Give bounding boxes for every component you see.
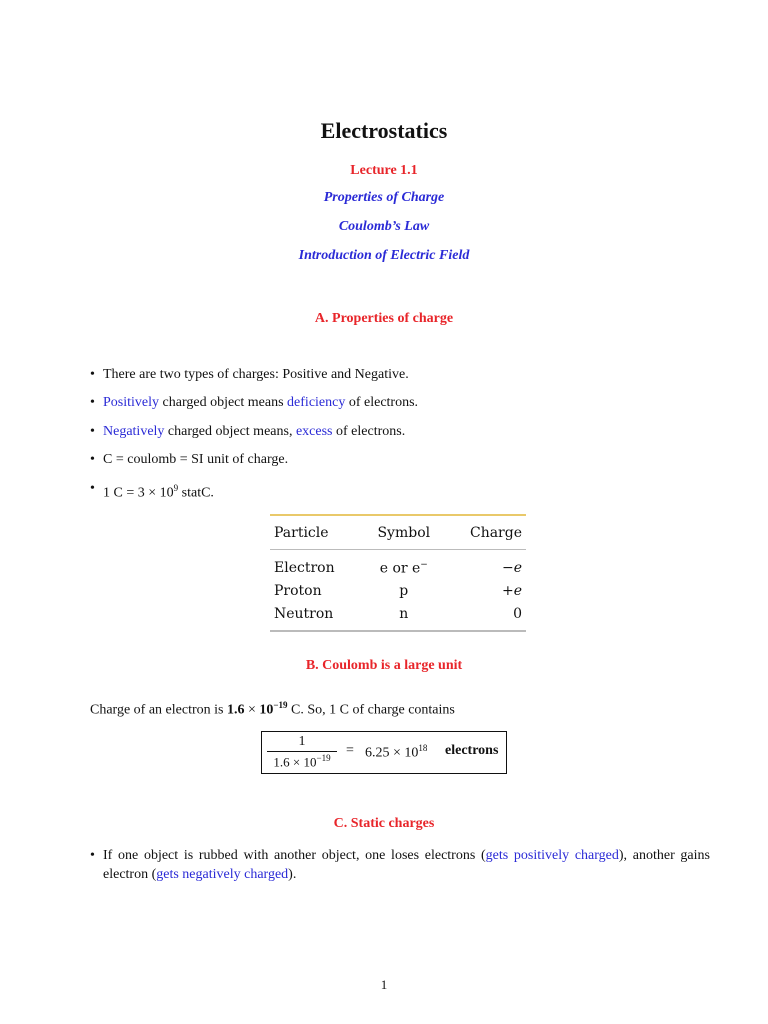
bullet-dot: •	[90, 395, 95, 410]
topic-1: Properties of Charge	[323, 190, 445, 205]
highlighted-term: gets negatively charged	[156, 867, 289, 882]
equals-sign: =	[346, 743, 354, 758]
cell-charge: +e	[501, 583, 522, 599]
cell-particle: Electron	[274, 560, 335, 576]
topic-3: Introduction of Electric Field	[298, 248, 470, 263]
table-row	[270, 550, 526, 581]
bullet-dot: •	[90, 452, 95, 467]
highlighted-term: Positively	[103, 395, 160, 410]
bullet-text	[103, 422, 710, 441]
section-a-heading: A. Properties of charge	[314, 311, 454, 326]
fraction	[267, 734, 337, 770]
bullet-text	[103, 393, 710, 412]
cell-charge: −e	[501, 560, 522, 576]
text-run: There are two types of charges: Positive and Negative.	[103, 367, 409, 382]
table-header-row	[270, 515, 526, 550]
text-run: charged object means	[159, 395, 288, 410]
bullet-text	[103, 846, 710, 884]
cell-charge: 0	[513, 606, 522, 622]
bullet-item	[90, 479, 710, 503]
column-header-symbol: Symbol	[377, 525, 431, 541]
electron-charge-sentence: Charge of an electron is $1.6 \times 10^{-19}$ C. So, 1 C of charge contains	[90, 700, 455, 718]
cell-particle: Neutron	[274, 606, 334, 622]
cell-particle: Proton	[274, 583, 322, 599]
result-value: $6.25 \times 10^{18}$	[365, 743, 428, 761]
fraction-denominator: $1.6 \times 10^{-19}$	[273, 753, 331, 770]
fraction-numerator: 1	[267, 734, 337, 752]
section-b-heading: B. Coulomb is a large unit	[305, 658, 463, 673]
bullet-text	[103, 450, 710, 469]
text-run: C = coulomb = SI unit of charge.	[103, 452, 289, 467]
table-row	[270, 603, 526, 631]
highlighted-term: Negatively	[103, 424, 165, 439]
bullet-dot: •	[90, 848, 95, 863]
section-c-heading: C. Static charges	[333, 816, 435, 831]
bullet-dot: •	[90, 481, 95, 496]
bullet-item	[90, 450, 710, 469]
electrons-per-coulomb-formula	[261, 731, 507, 774]
page-number: 1	[380, 977, 388, 992]
page-title: Electrostatics	[320, 118, 448, 143]
bullet-dot: •	[90, 367, 95, 382]
text-run: ), another gains electron (	[103, 848, 710, 882]
text-run: of electrons.	[332, 424, 406, 439]
lecture-number: Lecture 1.1	[350, 163, 418, 178]
bullet-text	[103, 365, 710, 384]
bullet-item	[90, 393, 710, 412]
result-unit: electrons	[445, 743, 499, 758]
table-row	[270, 580, 526, 603]
text-run: charged object means,	[164, 424, 296, 439]
bullet-item	[90, 422, 710, 441]
highlighted-term: deficiency	[287, 395, 346, 410]
bullet-item	[90, 846, 710, 884]
cell-symbol: e or e−	[379, 559, 428, 577]
topic-2: Coulomb’s Law	[338, 219, 430, 234]
highlighted-term: gets positively charged	[485, 848, 619, 863]
particle-table	[270, 514, 526, 632]
column-header-charge: Charge	[469, 525, 522, 541]
text-run: If one object is rubbed with another object, one loses electrons (	[103, 848, 486, 863]
highlighted-term: excess	[295, 424, 333, 439]
column-header-particle: Particle	[274, 525, 329, 541]
statc-conversion: 1 $C = 3 \times 10^9$ statC.	[103, 483, 214, 501]
bullet-item	[90, 365, 710, 384]
cell-symbol: p	[399, 583, 409, 599]
bullet-dot: •	[90, 424, 95, 439]
cell-symbol: n	[399, 606, 409, 622]
text-run: ).	[288, 867, 297, 882]
text-run: of electrons.	[345, 395, 419, 410]
